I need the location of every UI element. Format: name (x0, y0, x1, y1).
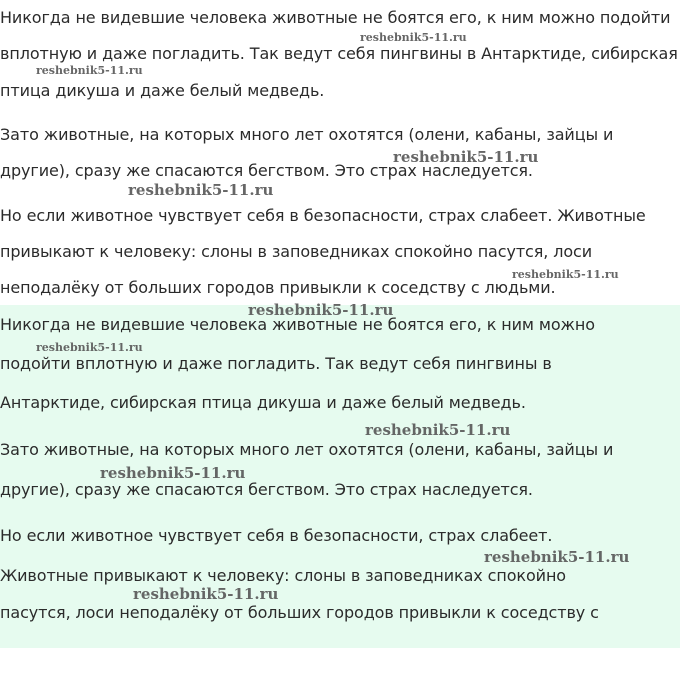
text-line: Зато животные, на которых много лет охотятся (олени, кабаны, зайцы и (0, 125, 614, 144)
text-line: Животные привыкают к человеку: слоны в заповедниках спокойно (0, 566, 567, 585)
watermark: reshebnik5-11.ru (100, 464, 246, 482)
watermark: reshebnik5-11.ru (365, 421, 511, 439)
text-line: Но если животное чувствует себя в безопасности, страх слабеет. Животные (0, 206, 646, 225)
text-line: птица дикуша и даже белый медведь. (0, 81, 325, 100)
text-line: Антарктиде, сибирская птица дикуша и даже белый медведь. (0, 393, 526, 412)
text-block-top (0, 0, 680, 305)
text-line: привыкают к человеку: слоны в заповедниках спокойно пасутся, лоси (0, 242, 593, 261)
text-line: неподалёку от больших городов привыкли к соседству с людьми. (0, 278, 556, 297)
text-line: Никогда не видевшие человека животные не боятся его, к ним можно подойти (0, 8, 671, 27)
watermark: reshebnik5-11.ru (36, 64, 143, 77)
text-line: Никогда не видевшие человека животные не боятся его, к ним можно (0, 315, 595, 334)
text-line: пасутся, лоси неподалёку от больших городов привыкли к соседству с (0, 603, 599, 622)
watermark: reshebnik5-11.ru (248, 301, 394, 319)
watermark: reshebnik5-11.ru (512, 268, 619, 281)
watermark: reshebnik5-11.ru (133, 585, 279, 603)
watermark: reshebnik5-11.ru (128, 181, 274, 199)
text-line: другие), сразу же спасаются бегством. Это страх наследуется. (0, 161, 533, 180)
text-line: вплотную и даже погладить. Так ведут себя пингвины в Антарктиде, сибирская (0, 44, 678, 63)
text-line: другие), сразу же спасаются бегством. Это страх наследуется. (0, 480, 533, 499)
watermark: reshebnik5-11.ru (393, 148, 539, 166)
watermark: reshebnik5-11.ru (36, 341, 143, 354)
watermark: reshebnik5-11.ru (360, 31, 467, 44)
text-line: подойти вплотную и даже погладить. Так ведут себя пингвины в (0, 354, 552, 373)
text-line: Но если животное чувствует себя в безопасности, страх слабеет. (0, 526, 553, 545)
text-line: Зато животные, на которых много лет охотятся (олени, кабаны, зайцы и (0, 440, 614, 459)
watermark: reshebnik5-11.ru (484, 548, 630, 566)
